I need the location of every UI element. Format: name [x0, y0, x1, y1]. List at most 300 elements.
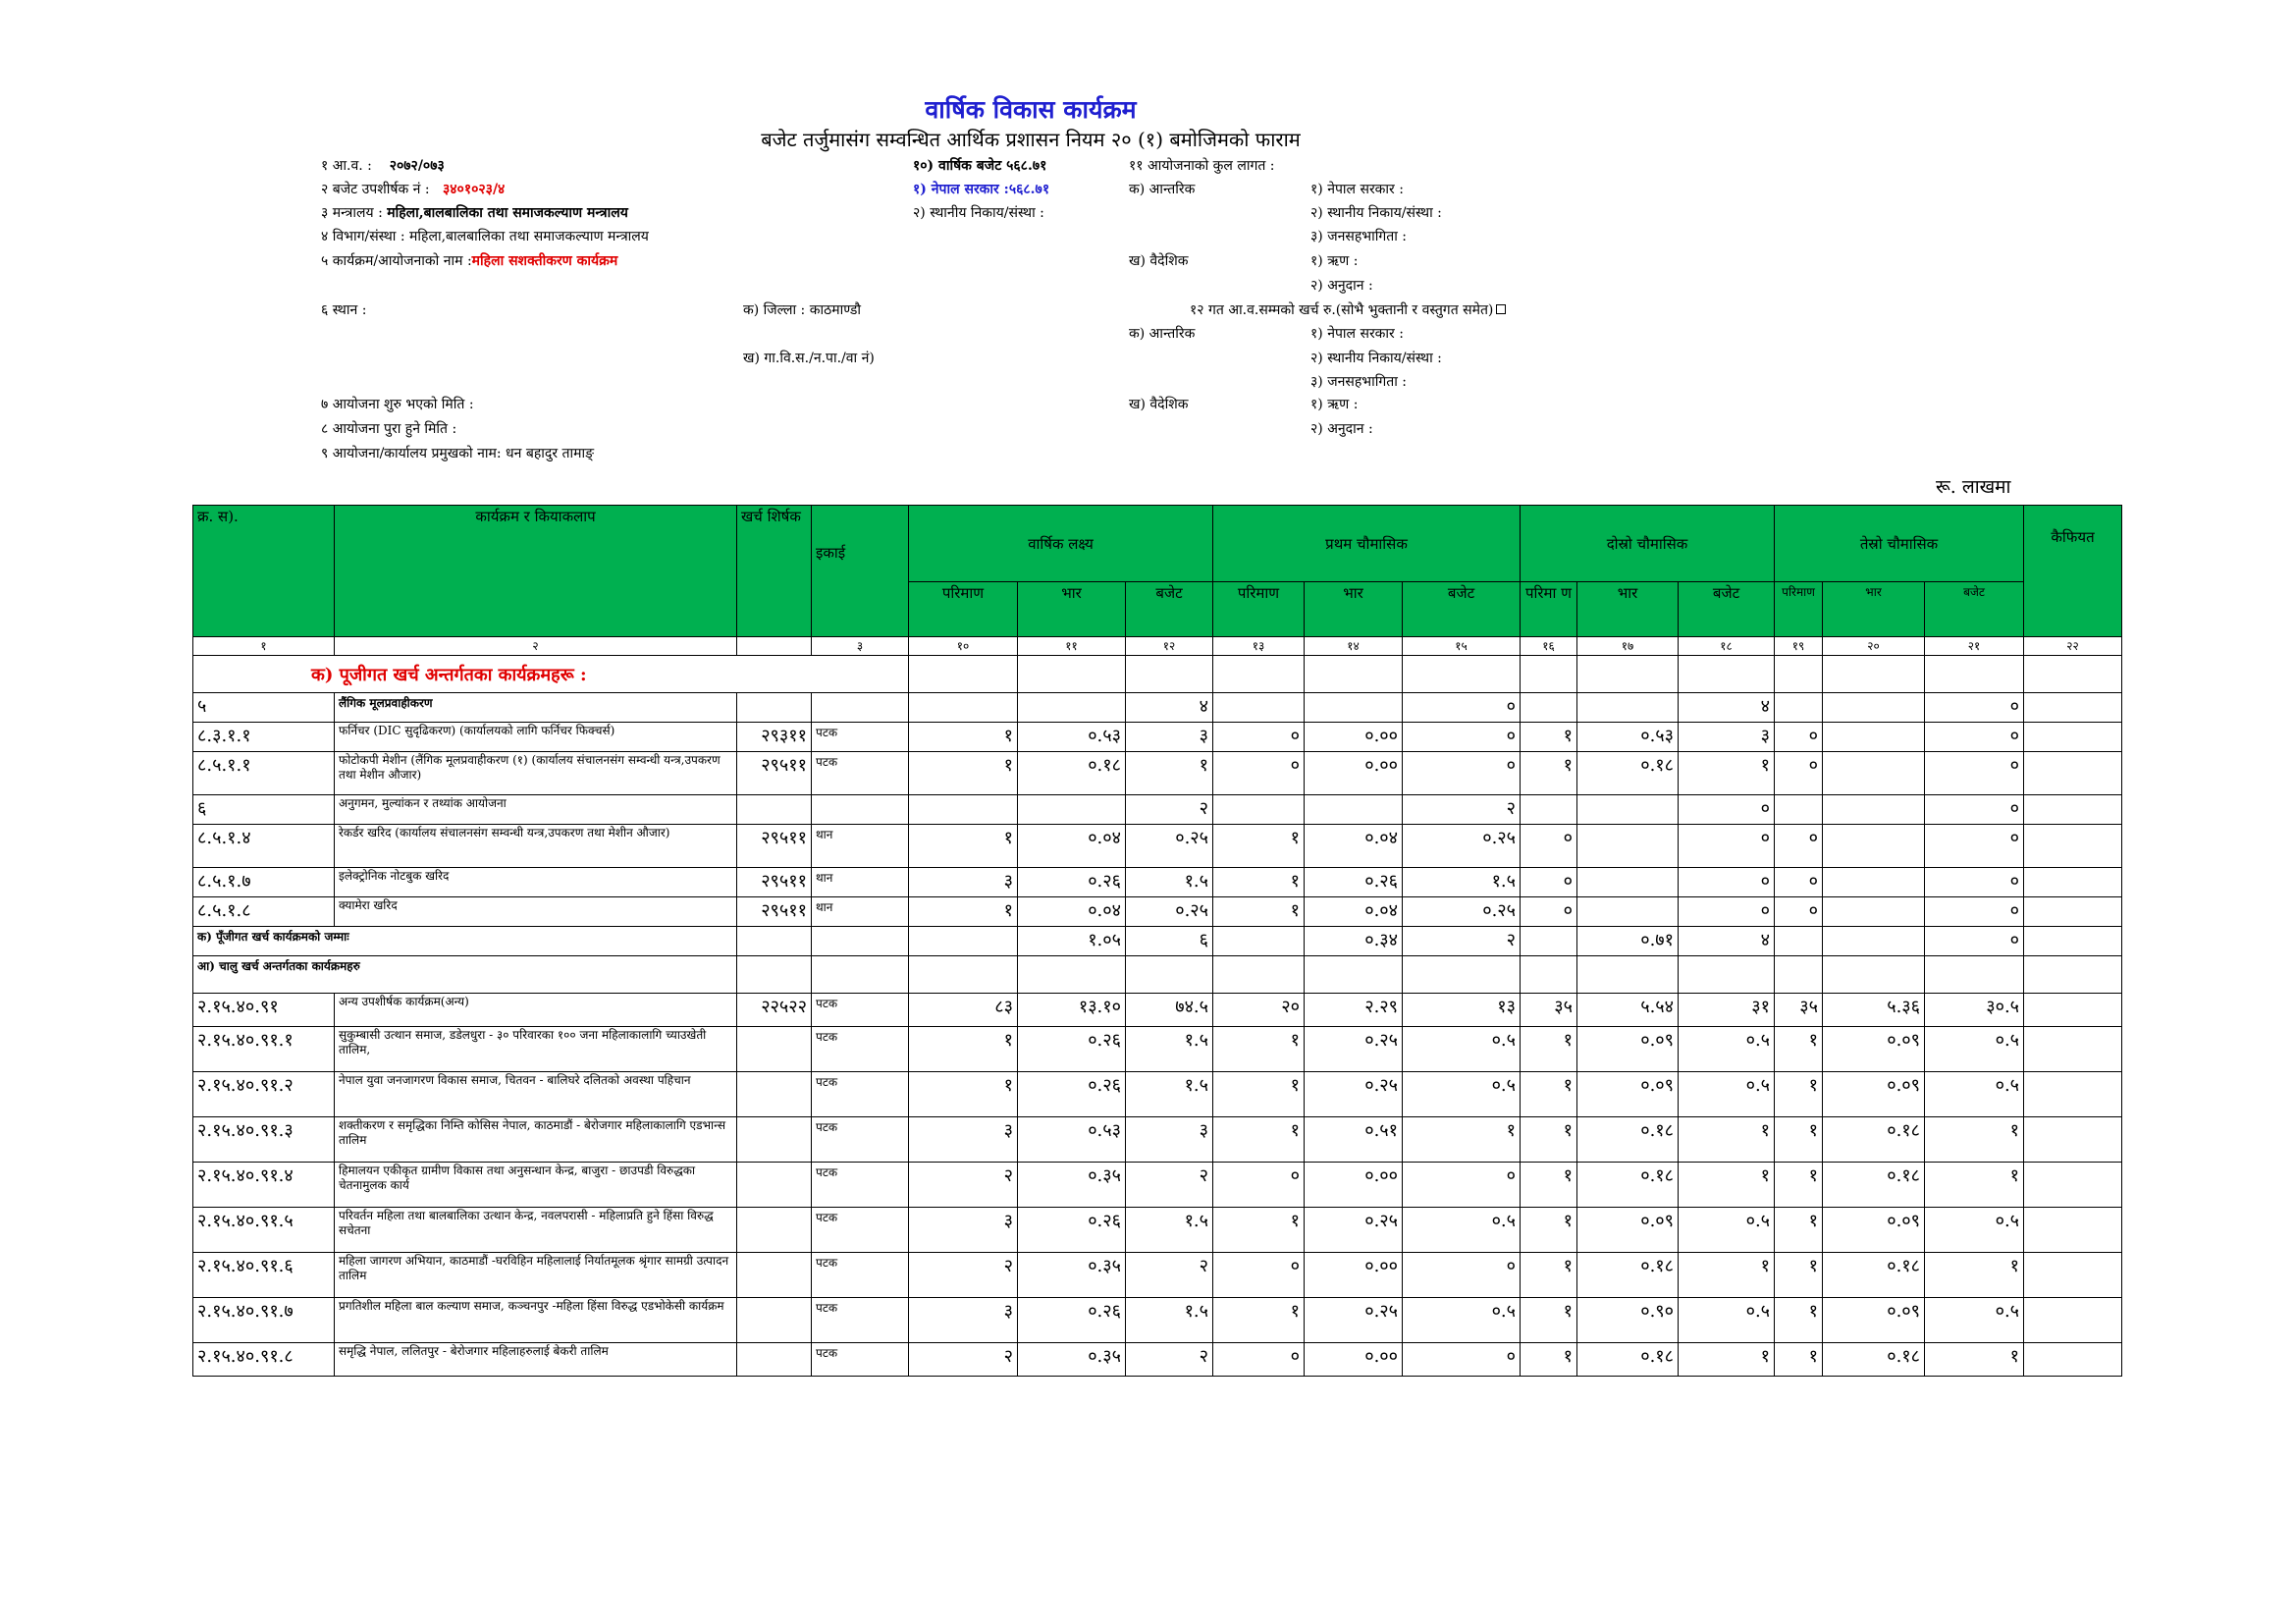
budget-cell: ०.५ [1925, 1298, 2024, 1343]
column-number-cell: १० [909, 637, 1018, 656]
unit-cell: पटक [812, 1163, 909, 1208]
program-row [321, 252, 617, 270]
unit-cell: पटक [812, 1027, 909, 1072]
budget-cell: १ [1679, 1163, 1775, 1208]
qty-cell: १ [1521, 1027, 1577, 1072]
weight-cell: ०.२५ [1305, 1027, 1403, 1072]
qty-cell: ३५ [1521, 994, 1577, 1027]
column-number-cell: १७ [1577, 637, 1679, 656]
table-row [193, 1117, 2122, 1163]
remarks-cell [2024, 693, 2122, 723]
budget-cell: ४ [1126, 693, 1213, 723]
weight-cell [1823, 795, 1925, 825]
expense-head-cell [737, 1253, 812, 1298]
budget-cell: ४ [1679, 693, 1775, 723]
code-cell: ५ [193, 693, 335, 723]
header-budget-q3: बजेट [1925, 582, 2024, 637]
unit-cell: थान [812, 897, 909, 927]
remarks-cell [2024, 956, 2122, 994]
qty-cell: १ [909, 723, 1018, 752]
weight-cell: ०.१८ [1823, 1343, 1925, 1377]
unit-cell: पटक [812, 1253, 909, 1298]
subtotal-label: आ) चालु खर्च अन्तर्गतका कार्यक्रमहरु [193, 956, 737, 994]
budget-cell: १३ [1403, 994, 1521, 1027]
qty-cell [909, 795, 1018, 825]
budget-cell: १ [1126, 752, 1213, 795]
qty-cell: ३५ [1775, 994, 1823, 1027]
header-annual-target: वार्षिक लक्ष्य [909, 506, 1213, 582]
budget-cell: ० [1925, 897, 2024, 927]
qty-cell: ० [1213, 752, 1305, 795]
expense-head-cell [737, 1208, 812, 1253]
page-title: वार्षिक विकास कार्यक्रम [925, 95, 1137, 124]
column-number-cell: १३ [1213, 637, 1305, 656]
table-row [193, 1298, 2122, 1343]
qty-cell: १ [1775, 1343, 1823, 1377]
expense-head-cell [737, 956, 812, 994]
code-cell: २.१५.४०.९१.६ [193, 1253, 335, 1298]
weight-cell: ०.०४ [1018, 825, 1126, 868]
weight-cell [1577, 825, 1679, 868]
table-row [193, 994, 2122, 1027]
table-row [193, 1163, 2122, 1208]
activity-cell: अन्य उपशीर्षक कार्यक्रम(अन्य) [335, 994, 737, 1027]
weight-cell: ०.०४ [1305, 897, 1403, 927]
budget-cell: ३१ [1679, 994, 1775, 1027]
weight-cell [1305, 956, 1403, 994]
header-first-quarter: प्रथम चौमासिक [1213, 506, 1521, 582]
checkbox-square-icon [1496, 304, 1506, 314]
weight-cell: ०.०० [1305, 752, 1403, 795]
weight-cell: २.२९ [1305, 994, 1403, 1027]
remarks-cell [2024, 1298, 2122, 1343]
qty-cell: १ [1775, 1298, 1823, 1343]
weight-cell: १३.१० [1018, 994, 1126, 1027]
code-cell: २.१५.४०.९१ [193, 994, 335, 1027]
budget-cell: ०.५ [1403, 1027, 1521, 1072]
column-number-cell: २१ [1925, 637, 2024, 656]
table-row [193, 752, 2122, 795]
weight-cell: ०.२६ [1018, 868, 1126, 897]
unit-cell [812, 795, 909, 825]
budget-cell: ०.५ [1403, 1298, 1521, 1343]
weight-cell: १.०५ [1018, 927, 1126, 956]
ministry-row [321, 204, 628, 222]
table-row [193, 927, 2122, 956]
expense-head-cell [737, 1027, 812, 1072]
qty-cell: १ [1213, 868, 1305, 897]
column-number-row [193, 637, 2122, 656]
budget-cell: १.५ [1126, 868, 1213, 897]
nepal-gov-budget: १) नेपाल सरकार :५६८.७१ [913, 182, 1050, 197]
qty-cell: १ [1521, 1253, 1577, 1298]
unit-cell: पटक [812, 1343, 909, 1377]
remarks-cell [2024, 825, 2122, 868]
weight-cell [1018, 795, 1126, 825]
remarks-cell [2024, 1208, 2122, 1253]
unit-cell: थान [812, 825, 909, 868]
remarks-cell [2024, 795, 2122, 825]
qty-cell: १ [909, 1027, 1018, 1072]
weight-cell [1577, 795, 1679, 825]
weight-cell: ०.०४ [1018, 897, 1126, 927]
unit-cell: पटक [812, 752, 909, 795]
column-number-cell [737, 637, 812, 656]
unit-cell: पटक [812, 1208, 909, 1253]
qty-cell [1775, 956, 1823, 994]
budget-cell: ०.५ [1925, 1208, 2024, 1253]
header-weight-q2: भार [1577, 582, 1679, 637]
remarks-cell [2024, 1343, 2122, 1377]
weight-cell: ०.१८ [1577, 1343, 1679, 1377]
code-cell: ८.३.१.१ [193, 723, 335, 752]
weight-cell [1305, 795, 1403, 825]
remarks-cell [2024, 752, 2122, 795]
budget-cell: २ [1126, 795, 1213, 825]
remarks-cell [2024, 1072, 2122, 1117]
activity-cell: इलेक्ट्रोनिक नोटबुक खरिद [335, 868, 737, 897]
remarks-cell [2024, 994, 2122, 1027]
remarks-cell [2024, 1027, 2122, 1072]
page-subtitle: बजेट तर्जुमासंग सम्वन्धित आर्थिक प्रशासन नियम २० (१) बमोजिमको फाराम [761, 128, 1301, 151]
budget-cell: १ [1679, 752, 1775, 795]
program-label: ५ कार्यक्रम/आयोजनाको नाम : [321, 253, 472, 269]
district-label: क) जिल्ला : काठमाण्डौ [743, 302, 862, 318]
location-label: ६ स्थान : [321, 302, 367, 318]
weight-cell: ०.०९ [1823, 1072, 1925, 1117]
header-budget-q2: बजेट [1679, 582, 1775, 637]
qty-cell: १ [1213, 1208, 1305, 1253]
column-number-cell: १८ [1679, 637, 1775, 656]
expense-head-cell [737, 795, 812, 825]
section-a-title: क) पूजीगत खर्च अन्तर्गतका कार्यक्रमहरू : [193, 656, 909, 693]
activity-cell: अनुगमन, मुल्यांकन र तथ्यांक आयोजना [335, 795, 737, 825]
department-value: महिला,बालबालिका तथा समाजकल्याण मन्त्रालय [409, 229, 649, 244]
budget-cell: ०.२५ [1126, 897, 1213, 927]
unit-cell [812, 956, 909, 994]
weight-cell: ०.१८ [1577, 1163, 1679, 1208]
unit-cell: पटक [812, 723, 909, 752]
weight-cell: ०.५३ [1018, 1117, 1126, 1163]
expense-head-cell [737, 1117, 812, 1163]
qty-cell: ० [1521, 897, 1577, 927]
program-value: महिला सशक्तीकरण कार्यक्रम [471, 253, 618, 269]
department-label: ४ विभाग/संस्था : [321, 229, 405, 244]
remarks-cell [2024, 1253, 2122, 1298]
weight-cell: ०.५१ [1305, 1117, 1403, 1163]
expense-head-cell: २९५११ [737, 752, 812, 795]
activity-cell: शक्तीकरण र समृद्धिका निम्ति कोसिस नेपाल, काठमाडौं - बेरोजगार महिलाकालागि एडभान्स तालिम [335, 1117, 737, 1163]
qty-cell: २ [909, 1253, 1018, 1298]
column-number-cell: २ [335, 637, 737, 656]
header-qty-annual: परिमाण [909, 582, 1018, 637]
column-number-cell: १४ [1305, 637, 1403, 656]
weight-cell: ०.३५ [1018, 1343, 1126, 1377]
fiscal-year-row [321, 157, 445, 175]
weight-cell [1577, 868, 1679, 897]
table-row [193, 795, 2122, 825]
column-number-cell: ३ [812, 637, 909, 656]
weight-cell [1018, 956, 1126, 994]
qty-cell: १ [909, 825, 1018, 868]
table-row [193, 1253, 2122, 1298]
unit-cell: थान [812, 868, 909, 897]
local-body-a-label: २) स्थानीय निकाय/संस्था : [1310, 205, 1442, 221]
budget-subheading-value: ३४०१०२३/४ [442, 182, 506, 197]
activity-cell: फर्निचर (DIC सुदृढिकरण) (कार्यालयको लागि फर्निचर फिक्चर्स) [335, 723, 737, 752]
budget-cell: ७४.५ [1126, 994, 1213, 1027]
budget-cell [1925, 956, 2024, 994]
budget-cell: १ [1925, 1343, 2024, 1377]
ministry-value: महिला,बालबालिका तथा समाजकल्याण मन्त्रालय [387, 205, 628, 221]
expense-head-cell [737, 1072, 812, 1117]
loan-a-label: १) ऋण : [1310, 253, 1359, 269]
expense-head-cell [737, 1298, 812, 1343]
budget-cell: ०.२५ [1403, 825, 1521, 868]
budget-cell: ०.५ [1403, 1072, 1521, 1117]
qty-cell: १ [1775, 1117, 1823, 1163]
column-number-cell: १५ [1403, 637, 1521, 656]
unit-cell: पटक [812, 1298, 909, 1343]
code-cell: २.१५.४०.९१.२ [193, 1072, 335, 1117]
nepal-gov-b-label: १) नेपाल सरकार : [1310, 326, 1404, 342]
unit-cell [812, 693, 909, 723]
code-cell: ६ [193, 795, 335, 825]
header-weight-annual: भार [1018, 582, 1126, 637]
weight-cell: ०.२६ [1018, 1298, 1126, 1343]
header-qty-q1: परिमाण [1213, 582, 1305, 637]
budget-cell: १.५ [1126, 1208, 1213, 1253]
qty-cell [1521, 956, 1577, 994]
grant-b-label: २) अनुदान : [1310, 421, 1373, 437]
weight-cell: ०.०० [1305, 1163, 1403, 1208]
qty-cell [1775, 927, 1823, 956]
qty-cell: ० [1775, 825, 1823, 868]
qty-cell: २० [1213, 994, 1305, 1027]
people-participation-b-label: ३) जनसहभागिता : [1310, 374, 1407, 390]
foreign-b-label: ख) वैदेशिक [1129, 397, 1189, 412]
local-body-budget: २) स्थानीय निकाय/संस्था : [913, 205, 1044, 221]
weight-cell: ०.०९ [1577, 1072, 1679, 1117]
activity-cell: लैंगिक मूलप्रवाहीकरण [335, 693, 737, 723]
expense-head-cell: २९३११ [737, 723, 812, 752]
total-cost-label: ११ आयोजनाको कुल लागत : [1129, 158, 1275, 174]
activity-cell: रेकर्डर खरिद (कार्यालय संचालनसंग सम्वन्धी यन्त्र,उपकरण तथा मेशीन औजार) [335, 825, 737, 868]
budget-cell [1679, 956, 1775, 994]
remarks-cell [2024, 1117, 2122, 1163]
weight-cell: ०.०९ [1823, 1027, 1925, 1072]
weight-cell: ०.०९ [1577, 1027, 1679, 1072]
budget-cell: १ [1403, 1117, 1521, 1163]
code-cell: ८.५.१.४ [193, 825, 335, 868]
weight-cell: ०.३५ [1018, 1253, 1126, 1298]
expense-head-cell: २९५११ [737, 825, 812, 868]
start-date-label: ७ आयोजना शुरु भएको मिति : [321, 397, 474, 412]
qty-cell [1775, 795, 1823, 825]
activity-cell: नेपाल युवा जनजागरण विकास समाज, चितवन - बालिघरे दलितको अवस्था पहिचान [335, 1072, 737, 1117]
program-table [192, 505, 2122, 1377]
qty-cell: १ [1213, 1027, 1305, 1072]
qty-cell: १ [909, 752, 1018, 795]
qty-cell [909, 693, 1018, 723]
budget-cell: ०.२५ [1126, 825, 1213, 868]
qty-cell: १ [1775, 1253, 1823, 1298]
activity-cell: प्रगतिशील महिला बाल कल्याण समाज, कञ्चनपुर -महिला हिंसा विरुद्ध एडभोकेसी कार्यक्रम [335, 1298, 737, 1343]
qty-cell [909, 927, 1018, 956]
budget-cell: ४ [1679, 927, 1775, 956]
column-number-cell: ११ [1018, 637, 1126, 656]
weight-cell [1823, 752, 1925, 795]
budget-cell: ० [1679, 868, 1775, 897]
code-cell: २.१५.४०.९१.३ [193, 1117, 335, 1163]
budget-cell: ०.२५ [1403, 897, 1521, 927]
qty-cell: १ [909, 897, 1018, 927]
expense-head-cell [737, 927, 812, 956]
qty-cell: १ [1521, 1072, 1577, 1117]
code-cell: ८.५.१.७ [193, 868, 335, 897]
vdc-label: ख) गा.वि.स./न.पा./वा नं) [743, 351, 875, 366]
budget-cell: ६ [1126, 927, 1213, 956]
weight-cell: ०.०९ [1823, 1208, 1925, 1253]
qty-cell [1521, 693, 1577, 723]
weight-cell [1823, 927, 1925, 956]
budget-cell: ०.५ [1403, 1208, 1521, 1253]
budget-cell: १.५ [1126, 1027, 1213, 1072]
expense-head-cell [737, 1343, 812, 1377]
qty-cell: १ [1521, 723, 1577, 752]
weight-cell [1823, 693, 1925, 723]
budget-cell: ०.५ [1679, 1298, 1775, 1343]
internal-a-label: क) आन्तरिक [1129, 182, 1196, 197]
weight-cell: ०.१८ [1823, 1253, 1925, 1298]
qty-cell: १ [1521, 1163, 1577, 1208]
budget-cell: ०.५ [1925, 1072, 2024, 1117]
budget-cell: २ [1403, 927, 1521, 956]
weight-cell: ०.१८ [1577, 1117, 1679, 1163]
header-second-quarter: दोस्रो चौमासिक [1521, 506, 1775, 582]
code-cell: २.१५.४०.९१.८ [193, 1343, 335, 1377]
department-row [321, 228, 649, 245]
weight-cell: ०.७१ [1577, 927, 1679, 956]
weight-cell: ०.२५ [1305, 1298, 1403, 1343]
nepal-gov-a-label: १) नेपाल सरकार : [1310, 182, 1404, 197]
weight-cell: ०.१८ [1577, 752, 1679, 795]
column-number-cell: १६ [1521, 637, 1577, 656]
budget-cell: ० [1403, 1343, 1521, 1377]
code-cell: २.१५.४०.९१.१ [193, 1027, 335, 1072]
weight-cell [1823, 868, 1925, 897]
activity-cell: परिवर्तन महिला तथा बालबालिका उत्थान केन्द्र, नवलपरासी - महिलाप्रति हुने हिंसा विरुद्ध सचेतना [335, 1208, 737, 1253]
qty-cell: १ [1521, 1117, 1577, 1163]
qty-cell: १ [1775, 1163, 1823, 1208]
budget-cell: ० [1925, 752, 2024, 795]
chief-name: ९ आयोजना/कार्यालय प्रमुखको नाम: धन बहादुर तामाङ् [321, 446, 595, 461]
weight-cell [1823, 723, 1925, 752]
grant-a-label: २) अनुदान : [1310, 278, 1373, 294]
budget-cell: ०.५ [1679, 1027, 1775, 1072]
qty-cell [1213, 795, 1305, 825]
table-row [193, 1343, 2122, 1377]
weight-cell: ०.२६ [1018, 1072, 1126, 1117]
activity-cell: सुकुम्बासी उत्थान समाज, डडेलधुरा - ३० परिवारका १०० जना महिलाकालागि च्याउखेती तालिम, [335, 1027, 737, 1072]
table-row [193, 897, 2122, 927]
budget-cell: १ [1925, 1163, 2024, 1208]
budget-cell [1126, 956, 1213, 994]
weight-cell: ०.०० [1305, 1253, 1403, 1298]
qty-cell: ० [1521, 825, 1577, 868]
weight-cell [1577, 897, 1679, 927]
column-number-cell: १९ [1775, 637, 1823, 656]
qty-cell: ३ [909, 1117, 1018, 1163]
column-number-cell: १ [193, 637, 335, 656]
budget-cell: १ [1679, 1343, 1775, 1377]
qty-cell: ० [1213, 1253, 1305, 1298]
expense-head-cell: २२५२२ [737, 994, 812, 1027]
section-a-row [193, 656, 2122, 693]
weight-cell [1577, 693, 1679, 723]
table-row [193, 1208, 2122, 1253]
qty-cell: २ [909, 1343, 1018, 1377]
weight-cell [1577, 956, 1679, 994]
remarks-cell [2024, 723, 2122, 752]
qty-cell: १ [1521, 752, 1577, 795]
qty-cell: १ [1213, 1117, 1305, 1163]
weight-cell: ०.५३ [1018, 723, 1126, 752]
budget-subheading-row [321, 181, 505, 198]
expense-till-text: १२ गत आ.व.सम्मको खर्च रु.(सोभै भुक्तानी र वस्तुगत समेत) [1190, 302, 1494, 318]
table-row [193, 868, 2122, 897]
table-row [193, 956, 2122, 994]
budget-cell: २ [1126, 1163, 1213, 1208]
expense-head-cell: २९५११ [737, 897, 812, 927]
remarks-cell [2024, 1163, 2122, 1208]
budget-cell: ० [1925, 825, 2024, 868]
budget-cell: ०.५ [1925, 1027, 2024, 1072]
header-remarks: कैफियत [2024, 506, 2122, 637]
header-unit: इकाई [812, 506, 909, 637]
qty-cell: ० [1775, 752, 1823, 795]
qty-cell: १ [1213, 1072, 1305, 1117]
qty-cell: १ [1775, 1027, 1823, 1072]
qty-cell: ० [1521, 868, 1577, 897]
expense-head-cell [737, 1163, 812, 1208]
qty-cell: ० [1775, 868, 1823, 897]
weight-cell: ०.०९ [1823, 1298, 1925, 1343]
qty-cell: ३ [909, 1298, 1018, 1343]
activity-cell: समृद्धि नेपाल, ललितपुर - बेरोजगार महिलाहरुलाई बेकरी तालिम [335, 1343, 737, 1377]
activity-cell: क्यामेरा खरिद [335, 897, 737, 927]
weight-cell: ०.०० [1305, 723, 1403, 752]
end-date-label: ८ आयोजना पुरा हुने मिति : [321, 421, 457, 437]
weight-cell: ०.२६ [1018, 1027, 1126, 1072]
qty-cell [1213, 927, 1305, 956]
qty-cell [1521, 927, 1577, 956]
budget-cell: ० [1925, 868, 2024, 897]
weight-cell: ०.१८ [1018, 752, 1126, 795]
table-row [193, 1072, 2122, 1117]
weight-cell: ०.२५ [1305, 1208, 1403, 1253]
activity-cell: हिमालयन एकीकृत ग्रामीण विकास तथा अनुसन्धान केन्द्र, बाजुरा - छाउपडी विरुद्धका चेतनामुलक कार्य [335, 1163, 737, 1208]
budget-cell: ३०.५ [1925, 994, 2024, 1027]
weight-cell: ०.९० [1577, 1298, 1679, 1343]
code-cell: २.१५.४०.९१.५ [193, 1208, 335, 1253]
unit-cell [812, 927, 909, 956]
budget-cell: ० [1679, 825, 1775, 868]
column-number-cell: २० [1823, 637, 1925, 656]
weight-cell: ०.१८ [1823, 1163, 1925, 1208]
weight-cell: ५.५४ [1577, 994, 1679, 1027]
subtotal-label: क) पूँजीगत खर्च कार्यक्रमको जम्माः [193, 927, 737, 956]
